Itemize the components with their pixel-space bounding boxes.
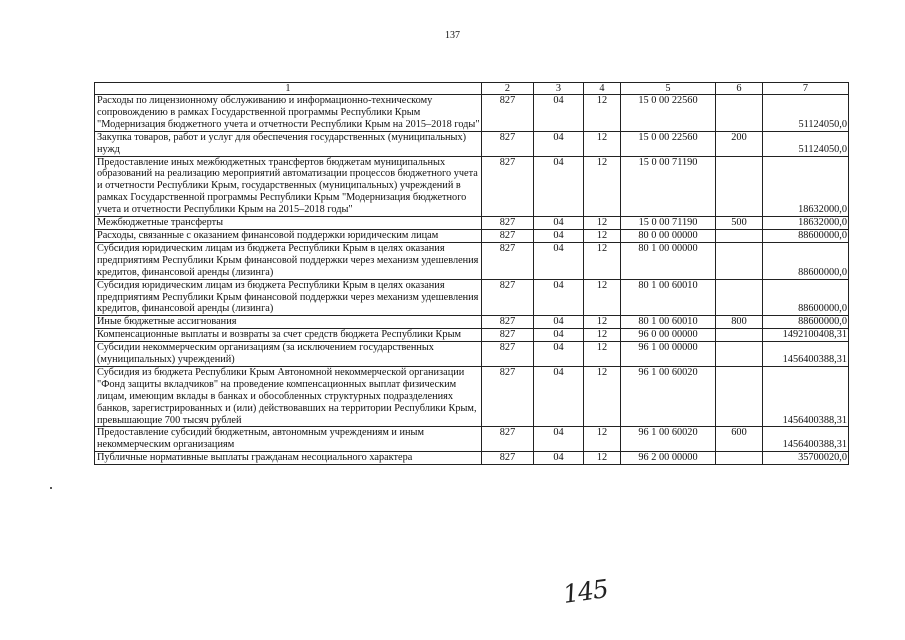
section-code: 04 <box>534 452 584 465</box>
target-article: 96 1 00 60020 <box>621 427 716 452</box>
ministry-code: 827 <box>482 329 534 342</box>
expense-type <box>716 156 763 217</box>
column-header: 5 <box>621 83 716 95</box>
row-name: Межбюджетные трансферты <box>95 217 482 230</box>
ministry-code: 827 <box>482 131 534 156</box>
table-row <box>95 452 849 465</box>
table-row <box>95 95 849 132</box>
amount: 1456400388,31 <box>763 427 849 452</box>
expense-type: 200 <box>716 131 763 156</box>
section-code: 04 <box>534 156 584 217</box>
column-header: 6 <box>716 83 763 95</box>
expense-type <box>716 342 763 367</box>
column-header: 3 <box>534 83 584 95</box>
section-code: 04 <box>534 131 584 156</box>
ministry-code: 827 <box>482 427 534 452</box>
ministry-code: 827 <box>482 217 534 230</box>
target-article: 96 1 00 00000 <box>621 342 716 367</box>
table-row <box>95 329 849 342</box>
amount: 51124050,0 <box>763 131 849 156</box>
scan-artifact <box>50 487 52 489</box>
row-name: Компенсационные выплаты и возвраты за счет средств бюджета Республики Крым <box>95 329 482 342</box>
ministry-code: 827 <box>482 95 534 132</box>
expense-type: 800 <box>716 316 763 329</box>
row-name: Расходы по лицензионному обслуживанию и информационно-техническому сопровождению в рамках Государственной программы Республики Крым "Модернизация бюджетного учета и отчетности Республики Крым на 2015–2018 годы" <box>95 95 482 132</box>
section-code: 04 <box>534 366 584 427</box>
subsection-code: 12 <box>584 279 621 316</box>
table-row <box>95 131 849 156</box>
subsection-code: 12 <box>584 329 621 342</box>
expense-type <box>716 366 763 427</box>
amount: 88600000,0 <box>763 279 849 316</box>
table-row <box>95 342 849 367</box>
ministry-code: 827 <box>482 452 534 465</box>
table-row <box>95 156 849 217</box>
section-code: 04 <box>534 217 584 230</box>
row-name: Субсидия из бюджета Республики Крым Автономной некоммерческой организации "Фонд защиты вкладчиков" на проведение компенсационных выплат физическим лицам, имеющим вклады в банках и обособленных структурных подразделениях банков, зарегистрированных и (или) действовавших на территории Республики Крым, превышающие 700 тысяч рублей <box>95 366 482 427</box>
row-name: Предоставление иных межбюджетных трансфертов бюджетам муниципальных образований на реализацию мероприятий автоматизации процессов бюджетного учета и отчетности Республики Крым, государственных (муниципальных) учреждений в рамках Государственной программы Республики Крым "Модернизация бюджетного учета и отчетности Республики Крым на 2015–2018 годы" <box>95 156 482 217</box>
subsection-code: 12 <box>584 342 621 367</box>
row-name: Предоставление субсидий бюджетным, автономным учреждениям и иным некоммерческим организациям <box>95 427 482 452</box>
row-name: Субсидии некоммерческим организациям (за исключением государственных (муниципальных) учреждений) <box>95 342 482 367</box>
subsection-code: 12 <box>584 217 621 230</box>
subsection-code: 12 <box>584 452 621 465</box>
column-header: 2 <box>482 83 534 95</box>
amount: 88600000,0 <box>763 316 849 329</box>
amount: 18632000,0 <box>763 217 849 230</box>
ministry-code: 827 <box>482 342 534 367</box>
page-number: 137 <box>445 30 460 41</box>
table-row <box>95 316 849 329</box>
column-header: 7 <box>763 83 849 95</box>
row-name: Расходы, связанные с оказанием финансовой поддержки юридическим лицам <box>95 229 482 242</box>
expense-type <box>716 229 763 242</box>
table-row <box>95 279 849 316</box>
subsection-code: 12 <box>584 95 621 132</box>
subsection-code: 12 <box>584 156 621 217</box>
row-name: Иные бюджетные ассигнования <box>95 316 482 329</box>
target-article: 15 0 00 71190 <box>621 156 716 217</box>
target-article: 80 0 00 00000 <box>621 229 716 242</box>
subsection-code: 12 <box>584 366 621 427</box>
subsection-code: 12 <box>584 316 621 329</box>
expense-type <box>716 452 763 465</box>
target-article: 96 1 00 60020 <box>621 366 716 427</box>
target-article: 80 1 00 60010 <box>621 316 716 329</box>
section-code: 04 <box>534 316 584 329</box>
section-code: 04 <box>534 95 584 132</box>
table-row <box>95 366 849 427</box>
amount: 1456400388,31 <box>763 342 849 367</box>
ministry-code: 827 <box>482 229 534 242</box>
target-article: 96 0 00 00000 <box>621 329 716 342</box>
target-article: 15 0 00 22560 <box>621 131 716 156</box>
target-article: 15 0 00 22560 <box>621 95 716 132</box>
target-article: 96 2 00 00000 <box>621 452 716 465</box>
row-name: Публичные нормативные выплаты гражданам несоциального характера <box>95 452 482 465</box>
expense-type: 500 <box>716 217 763 230</box>
section-code: 04 <box>534 342 584 367</box>
handwritten-page-mark: 145 <box>561 574 610 609</box>
target-article: 80 1 00 00000 <box>621 242 716 279</box>
column-header: 4 <box>584 83 621 95</box>
ministry-code: 827 <box>482 242 534 279</box>
table-row <box>95 229 849 242</box>
subsection-code: 12 <box>584 242 621 279</box>
section-code: 04 <box>534 242 584 279</box>
table-row <box>95 427 849 452</box>
amount: 35700020,0 <box>763 452 849 465</box>
expense-type <box>716 329 763 342</box>
expense-type <box>716 279 763 316</box>
target-article: 15 0 00 71190 <box>621 217 716 230</box>
section-code: 04 <box>534 279 584 316</box>
row-name: Субсидия юридическим лицам из бюджета Республики Крым в целях оказания предприятиям Республики Крым финансовой поддержки через механизм удешевления кредитов, финансовой аренды (лизинга) <box>95 242 482 279</box>
subsection-code: 12 <box>584 229 621 242</box>
subsection-code: 12 <box>584 427 621 452</box>
column-header: 1 <box>95 83 482 95</box>
subsection-code: 12 <box>584 131 621 156</box>
section-code: 04 <box>534 229 584 242</box>
amount: 51124050,0 <box>763 95 849 132</box>
expense-type <box>716 242 763 279</box>
ministry-code: 827 <box>482 156 534 217</box>
ministry-code: 827 <box>482 316 534 329</box>
table-header-row <box>95 83 849 95</box>
amount: 1456400388,31 <box>763 366 849 427</box>
budget-table <box>94 82 849 465</box>
expense-type <box>716 95 763 132</box>
section-code: 04 <box>534 329 584 342</box>
row-name: Закупка товаров, работ и услуг для обеспечения государственных (муниципальных) нужд <box>95 131 482 156</box>
row-name: Субсидия юридическим лицам из бюджета Республики Крым в целях оказания предприятиям Республики Крым финансовой поддержки через механизм удешевления кредитов, финансовой аренды (лизинга) <box>95 279 482 316</box>
amount: 18632000,0 <box>763 156 849 217</box>
amount: 1492100408,31 <box>763 329 849 342</box>
amount: 88600000,0 <box>763 229 849 242</box>
ministry-code: 827 <box>482 366 534 427</box>
section-code: 04 <box>534 427 584 452</box>
expense-type: 600 <box>716 427 763 452</box>
ministry-code: 827 <box>482 279 534 316</box>
table-row <box>95 242 849 279</box>
amount: 88600000,0 <box>763 242 849 279</box>
target-article: 80 1 00 60010 <box>621 279 716 316</box>
table-row <box>95 217 849 230</box>
